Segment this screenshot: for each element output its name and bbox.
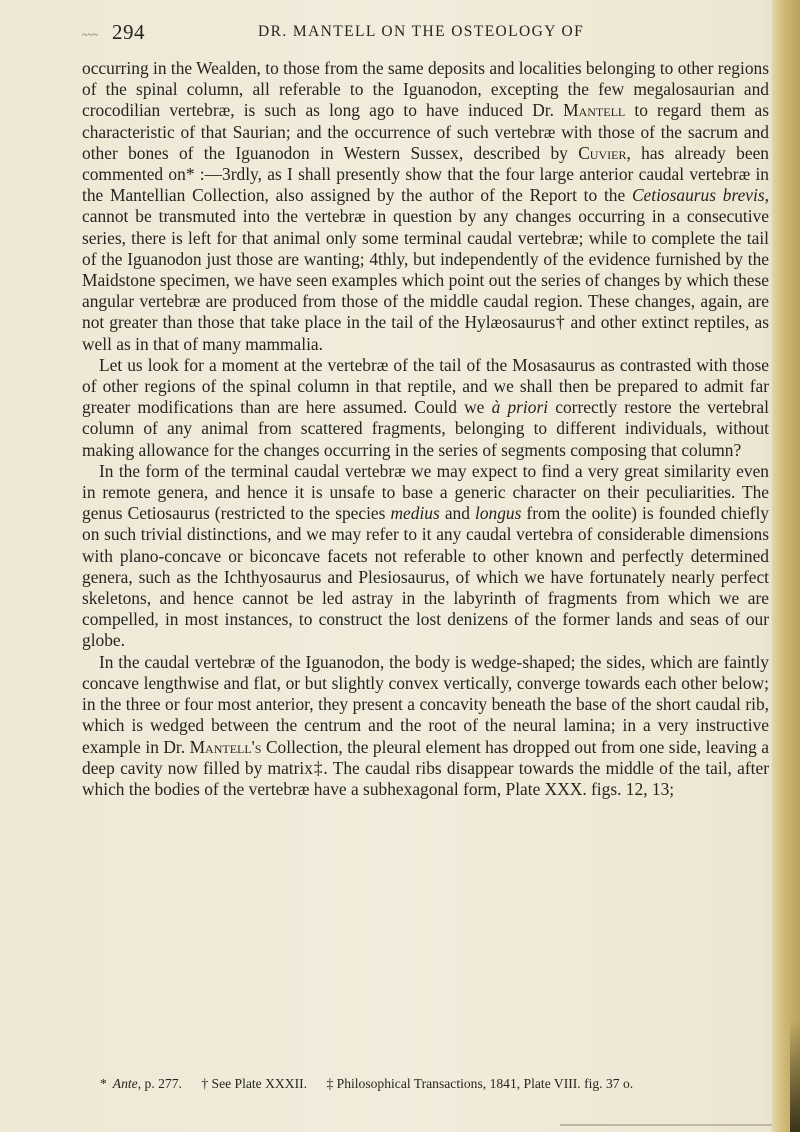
paragraph-text: Collection, the pleural element has dropped out from one side, leaving a deep cavity now filled by matrix‡. The caudal ribs disappear towards the middle of the tail, after which the bodies of the vertebræ have a subhexagonal form, Plate XXX. figs. 12, 13;	[82, 736, 769, 799]
paragraph-text: from the oolite) is founded chiefly on such trivial distinctions, and we may refer to it any caudal vertebra of considerable dimensions with plano-concave or biconcave facets not referable to other known and perfectly determined genera, such as the Ichthyosaurus and Plesiosaurus, of which we have fortunately nearly perfect skeletons, and hence cannot be led astray in the labyrinth of fragments from which we are compelled, in most instances, to construct the lost denizens of the former lands and seas of our globe.	[82, 503, 769, 651]
main-text	[82, 58, 769, 800]
page-gutter-edge	[772, 0, 800, 1132]
paragraph-text: occurring in the Wealden, to those from the same deposits and localities belonging to other regions of the spinal column, all referable to the Iguanodon, excepting the few megalosaurian and crocodilian vertebræ, is such as long ago to have induced Dr.	[82, 58, 769, 121]
paragraph-text: to regard them as characteristic of that Saurian; and the occurrence of such vertebræ with those of the sacrum and other bones of the Iguanodon in Western Sussex, described by	[82, 100, 769, 163]
paragraph-text: , has already been commented on* :—3rdly, as I shall presently show that the four large anterior caudal vertebræ in the Mantellian Collection, also assigned by the author of the Report to the	[82, 142, 769, 206]
paragraph-text: In the caudal vertebræ of the Iguanodon, the body is wedge-shaped; the sides, which are faintly concave lengthwise and flat, or but slightly convex vertically, converge towards each other below; in the three or four most anterior, they present a concavity beneath the base of the short caudal rib, which is wedged between the centrum and the root of the neural lamina; in a very instructive example in Dr.	[82, 651, 769, 757]
small-caps-name: Mantell's	[189, 736, 262, 757]
bottom-shadow-line	[560, 1124, 772, 1126]
paragraph	[82, 58, 769, 355]
footnote-ante-page: , p. 277.	[137, 1076, 182, 1091]
italic-term: Cetiosaurus brevis	[631, 185, 765, 206]
footnote-mark: *	[100, 1076, 107, 1091]
paragraph-text: and	[439, 503, 475, 524]
page-gutter-shadow	[790, 1020, 800, 1132]
paragraph-text: , cannot be transmuted into the vertebræ in question by any changes occurring in a consecutive series, there is left for that animal only some terminal caudal vertebræ; while to complete the tail of the Iguanodon just those are wanting; 4thly, but independently of the evidence furnished by the Maidstone specimen, we have seen examples which point out the series of changes by which these angular vertebræ are produced from those of the middle caudal region. These changes, again, are not greater than those that take place in the tail of the Hylæosaurus† and other extinct reptiles, as well as in that of many mammalia.	[82, 185, 769, 354]
page-number: 294	[112, 20, 145, 44]
footnote-ante	[100, 1076, 182, 1091]
margin-mark: ~~~	[82, 30, 99, 41]
italic-term: à priori	[491, 397, 549, 418]
paragraph	[82, 652, 769, 800]
running-title: DR. MANTELL ON THE OSTEOLOGY OF	[258, 23, 585, 40]
footnotes	[100, 1076, 770, 1092]
paragraph	[82, 355, 769, 461]
footnote-transactions: ‡ Philosophical Transactions, 1841, Plate VIII. fig. 37 o.	[326, 1076, 634, 1091]
footnote-plate: † See Plate XXXII.	[201, 1076, 308, 1091]
paragraph	[82, 461, 769, 652]
italic-term: longus	[474, 503, 522, 524]
paragraph-text: In the form of the terminal caudal vertebræ we may expect to find a very great similarity even in remote genera, and hence it is unsafe to base a generic character on their peculiarities. The genus Cetiosaurus (restricted to the species	[82, 460, 769, 524]
paragraph-text: Let us look for a moment at the vertebræ of the tail of the Mosasaurus as contrasted with those of other regions of the spinal column in that reptile, and we shall then be prepared to admit far greater modifications than are here assumed. Could we	[82, 354, 769, 418]
page-header	[82, 20, 722, 50]
footnote-ante-ref: Ante	[112, 1076, 138, 1091]
small-caps-name: Cuvier	[578, 142, 627, 163]
paragraph-text: correctly restore the vertebral column of any animal from scattered fragments, belonging to different individuals, without making allowance for the changes occurring in the series of segments composing that column?	[82, 397, 769, 460]
italic-term: medius	[390, 503, 440, 524]
small-caps-name: Mantell	[563, 100, 626, 121]
